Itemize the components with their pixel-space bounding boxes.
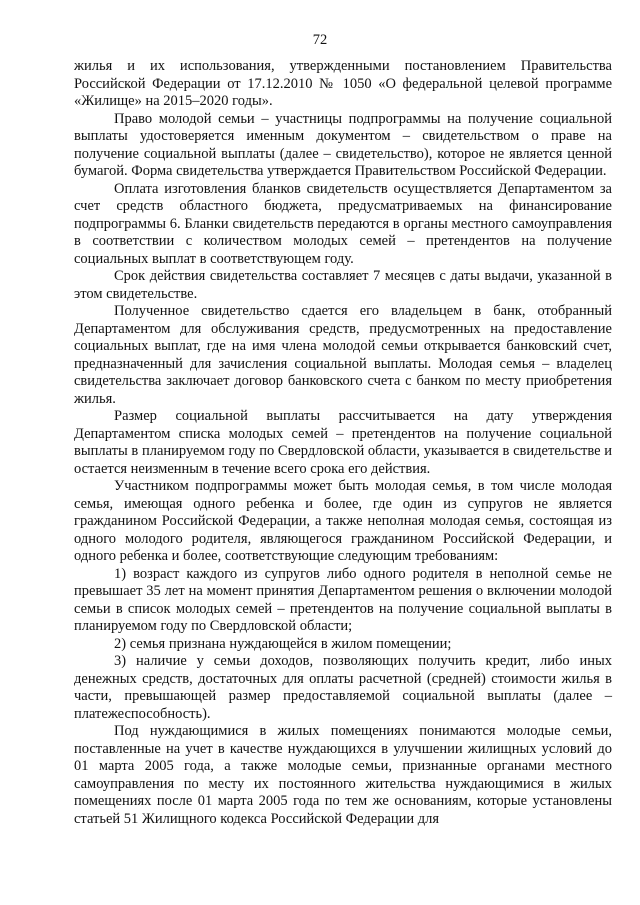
list-item: 3) наличие у семьи доходов, позволяющих получить кредит, либо иных денежных средств, достаточных для оплаты расчетной (средней) стоимости жилья в части, превышающей размер предоставляемой социальной выплаты (далее – платежеспособность). xyxy=(74,653,612,722)
paragraph: Участником подпрограммы может быть молодая семья, в том числе молодая семья, имеющая одного ребенка и более, где один из супругов не является гражданином Российской Федерации, а также неполная молодая семья, состоящая из одного молодого родителя, являющегося гражданином Российской Федерации, и одного ребенка и более, соответствующие следующим требованиям: xyxy=(74,478,612,564)
page-number: 72 xyxy=(312,32,328,48)
paragraph: Срок действия свидетельства составляет 7 месяцев с даты выдачи, указанной в этом свидетельстве. xyxy=(74,268,612,302)
list-item: 1) возраст каждого из супругов либо одного родителя в неполной семье не превышает 35 лет на момент принятия Департаментом решения о включении молодой семьи в список молодых семей – претендентов на получение социальной выплаты в планируемом году по Свердловской области; xyxy=(74,565,612,634)
paragraph: Полученное свидетельство сдается его владельцем в банк, отобранный Департаментом для обслуживания средств, предусмотренных на предоставление социальных выплат, где на имя члена молодой семьи открывается банковский счет, предназначенный для зачисления социальной выплаты. Молодая семья – владелец свидетельства заключает договор банковского счета с банком по месту приобретения жилья. xyxy=(74,303,612,407)
document-body xyxy=(74,58,612,828)
paragraph-continuation: жилья и их использования, утвержденными постановлением Правительства Российской Федерации от 17.12.2010 № 1050 «О федеральной целевой программе «Жилище» на 2015–2020 годы». xyxy=(74,58,612,109)
paragraph: Право молодой семьи – участницы подпрограммы на получение социальной выплаты удостоверяется именным документом – свидетельством о праве на получение социальной выплаты (далее – свидетельство), которое не является ценной бумагой. Форма свидетельства утверждается Правительством Российской Федерации. xyxy=(74,110,612,179)
paragraph: Под нуждающимися в жилых помещениях понимаются молодые семьи, поставленные на учет в качестве нуждающихся в улучшении жилищных условий до 01 марта 2005 года, а также молодые семьи, признанные органами местного самоуправления по месту их постоянного жительства нуждающимися в жилых помещениях после 01 марта 2005 года по тем же основаниям, которые установлены статьей 51 Жилищного кодекса Российской Федерации для xyxy=(74,723,612,827)
paragraph: Оплата изготовления бланков свидетельств осуществляется Департаментом за счет средств областного бюджета, предусматриваемых на финансирование подпрограммы 6. Бланки свидетельств передаются в органы местного самоуправления в соответствии с количеством молодых семей – претендентов на получение социальных выплат в соответствующем году. xyxy=(74,180,612,267)
paragraph: Размер социальной выплаты рассчитывается на дату утверждения Департаментом списка молодых семей – претендентов на получение социальной выплаты в планируемом году по Свердловской области, указывается в свидетельстве и остается неизменным в течение всего срока его действия. xyxy=(74,408,612,477)
list-item: 2) семья признана нуждающейся в жилом помещении; xyxy=(114,635,452,652)
